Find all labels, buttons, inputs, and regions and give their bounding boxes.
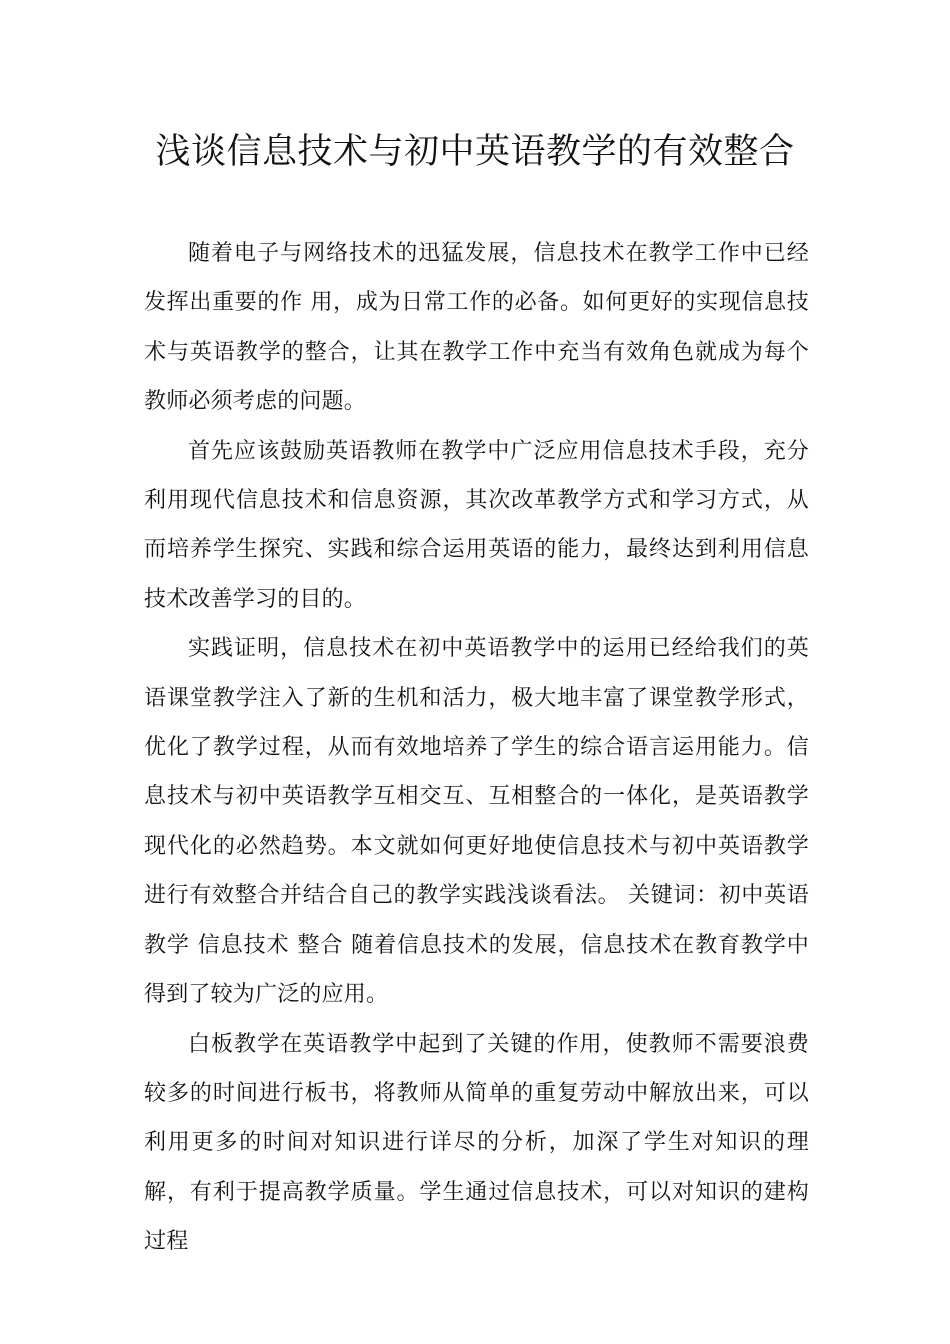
- paragraph-3: 实践证明，信息技术在初中英语教学中的运用已经给我们的英语课堂教学注入了新的生机和活力，极大地丰富了课堂教学形式，优化了教学过程，从而有效地培养了学生的综合语言运用能力。信息技术与初中英语教学互相交互、互相整合的一体化，是英语教学现代化的必然趋势。本文就如何更好地使信息技术与初中英语教学进行有效整合并结合自己的教学实践浅谈看法。 关键词：初中英语 教学 信息技术 整合 随着信息技术的发展，信息技术在教育教学中得到了较为广泛的应用。: [144, 636, 809, 1008]
- paragraph-1: 随着电子与网络技术的迅猛发展，信息技术在教学工作中已经发挥出重要的作 用，成为日常工作的必备。如何更好的实现信息技术与英语教学的整合，让其在教学工作中充当有效角色就成为每个教师必须考虑的问题。: [144, 241, 809, 415]
- document-body: [144, 229, 809, 1267]
- paragraph-2: 首先应该鼓励英语教师在教学中广泛应用信息技术手段，充分利用现代信息技术和信息资源，其次改革教学方式和学习方式，从而培养学生探究、实践和综合运用英语的能力，最终达到利用信息技术改善学习的目的。: [144, 438, 809, 612]
- document-title: 浅谈信息技术与初中英语教学的有效整合: [155, 132, 795, 172]
- paragraph-4: 白板教学在英语教学中起到了关键的作用，使教师不需要浪费较多的时间进行板书，将教师从简单的重复劳动中解放出来，可以利用更多的时间对知识进行详尽的分析，加深了学生对知识的理解，有利于提高教学质量。学生通过信息技术，可以对知识的建构过程: [144, 1031, 809, 1255]
